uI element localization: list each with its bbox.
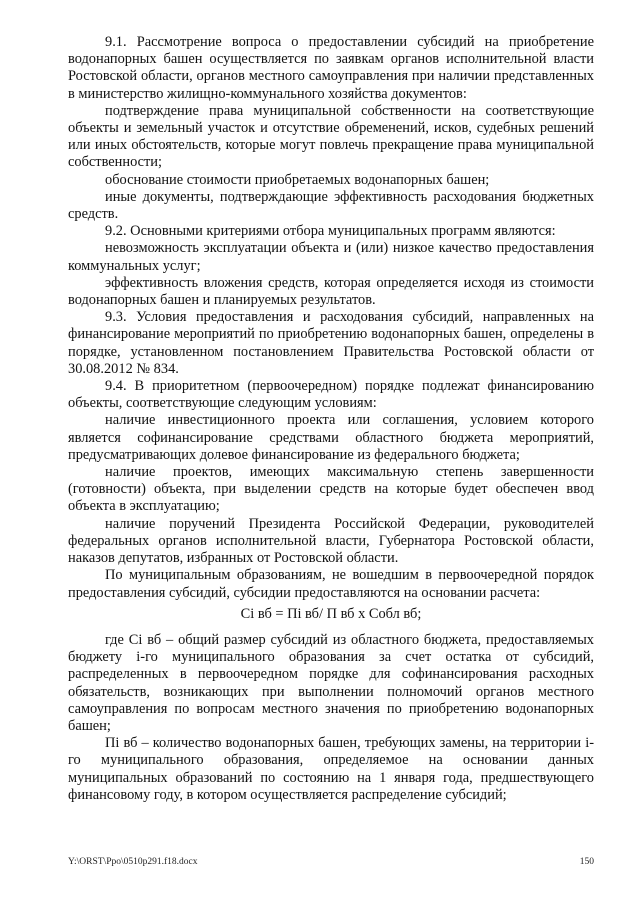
paragraph-calculation-intro: По муниципальным образованиям, не вошедшим в первоочередной порядок предоставления субсидий, субсидии предоставляются на основании расчета: xyxy=(68,567,594,601)
paragraph-criterion-impossibility: невозможность эксплуатации объекта и (или) низкое качество предоставления коммунальных услуг; xyxy=(68,240,594,274)
paragraph-condition-investment: наличие инвестиционного проекта или соглашения, условием которого является софинансирование средствами областного бюджета мероприятий, предусматривающих долевое финансирование из федерального бюджета; xyxy=(68,412,594,463)
paragraph-pi-definition: Пi вб – количество водонапорных башен, требующих замены, на территории i-го муниципального образования, определяемое на основании данных муниципальных образований по состоянию на 1 января года, предшествующего финансовому году, в котором осуществляется распределение субсидий; xyxy=(68,735,594,803)
subsidy-formula: Ci вб = Пi вб/ П вб х Cобл вб; xyxy=(240,605,422,622)
paragraph-9-1: 9.1. Рассмотрение вопроса о предоставлении субсидий на приобретение водонапорных башен осуществляется по заявкам органов исполнительной власти Ростовской области, органов местного самоуправления при наличии представленных в министерство жилищно-коммунального хозяйства документов: xyxy=(68,34,594,102)
paragraph-condition-projects: наличие проектов, имеющих максимальную степень завершенности (готовности) объекта, при выделении средств на которые будет обеспечен ввод объекта в эксплуатацию; xyxy=(68,464,594,515)
paragraph-9-2: 9.2. Основными критериями отбора муниципальных программ являются: xyxy=(105,223,556,240)
paragraph-condition-orders: наличие поручений Президента Российской Федерации, руководителей федеральных органов исполнительной власти, Губернатора Ростовской области, наказов депутатов, избранных от Ростовской области. xyxy=(68,515,594,567)
footer-file-path: Y:\ORST\Ppo\0510p291.f18.docx xyxy=(68,857,198,867)
page-number: 150 xyxy=(579,857,594,867)
paragraph-ci-definition: где Ci вб – общий размер субсидий из областного бюджета, предоставляемых бюджету i-го муниципального образования за счет остатка от субсидий, распределенных в первоочередном порядке для софинансирования расходных обязательств, возникающих при выполнении полномочий органов местного самоуправления по вопросам местного значения по приобретению водонапорных башен; xyxy=(68,631,594,734)
document-body xyxy=(68,34,594,804)
paragraph-9-3: 9.3. Условия предоставления и расходования субсидий, направленных на финансирование мероприятий по приобретению водонапорных башен, определены в порядке, установленном постановлением Правительства Ростовской области от 30.08.2012 № 834. xyxy=(68,309,594,377)
paragraph-criterion-efficiency: эффективность вложения средств, которая определяется исходя из стоимости водонапорных башен и планируемых результатов. xyxy=(68,274,594,309)
paragraph-cost-justification: обоснование стоимости приобретаемых водонапорных башен; xyxy=(105,171,490,188)
paragraph-9-4: 9.4. В приоритетном (первоочередном) порядке подлежат финансированию объекты, соответствующие следующим условиям: xyxy=(68,378,594,412)
paragraph-ownership-confirmation: подтверждение права муниципальной собственности на соответствующие объекты и земельный участок и отсутствие обременений, исков, судебных решений или иных обстоятельств, которые могут повлечь прекращение права муниципальной собственности; xyxy=(68,102,594,171)
paragraph-other-documents: иные документы, подтверждающие эффективность расходования бюджетных средств. xyxy=(68,188,594,223)
